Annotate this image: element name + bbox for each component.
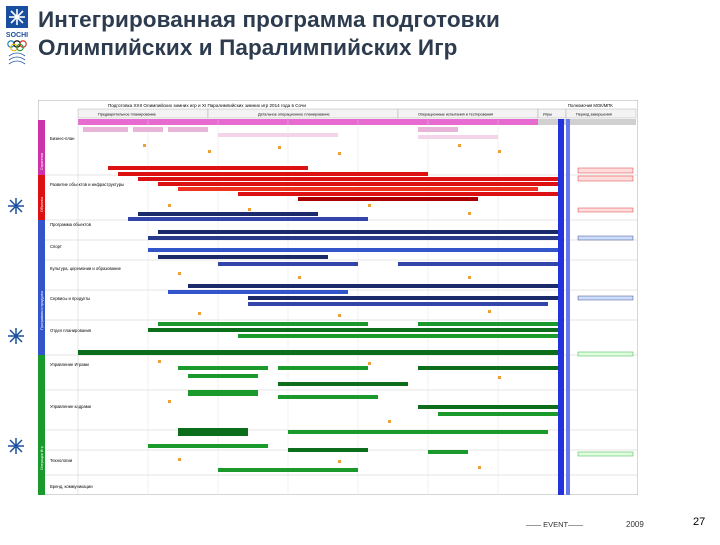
row-label: Сервисы и продукты <box>50 296 91 301</box>
slide-header <box>0 0 720 78</box>
row-label: Развитие объектов и инфраструктуры <box>50 182 125 187</box>
row-label: Управление Играми <box>50 362 89 367</box>
row-label: Программа объектов <box>50 222 91 227</box>
phase-label: Игры <box>543 112 552 117</box>
row-label: Бизнес-план <box>50 136 75 141</box>
title-line-1: Интегрированная программа подготовки <box>38 7 500 32</box>
page-number: 27 <box>693 516 706 528</box>
footer-event-label: —— EVENT—— <box>526 520 584 529</box>
phase-label: Операционные испытания и тестирования <box>418 112 494 117</box>
row-label: Спорт <box>50 244 62 249</box>
phase-label: Детальное операционное планирование <box>258 112 330 117</box>
group-label: Программы и продукты <box>40 290 44 330</box>
paralympic-column <box>566 119 570 495</box>
row-label: Технологии <box>50 458 73 463</box>
slide-title <box>38 6 708 62</box>
footer-year: 2009 <box>626 520 644 529</box>
phase-header-row <box>78 109 636 125</box>
group-label: Стратегия <box>40 152 44 170</box>
snowflake-icon <box>8 198 24 454</box>
group-label: Объекты <box>40 197 44 212</box>
phase-label: Период завершения <box>576 112 612 117</box>
chart-header-text: Подготовка XXII Олимпийских зимних игр и XI Паралимпийских зимних игр 2014 года в Сочи <box>108 103 306 108</box>
phase-label: Предварительное планирование <box>98 112 156 117</box>
games-column <box>558 119 564 495</box>
sochi-logo-icon <box>4 4 30 74</box>
row-label: Отдел планирования <box>50 328 92 333</box>
row-label: Управление кадрами <box>50 404 92 409</box>
group-bands <box>38 120 45 495</box>
logo-text: SOCHI <box>5 32 29 39</box>
row-label: Культура, церемонии и образование <box>50 266 121 271</box>
title-line-2: Олимпийских и Паралимпийских Игр <box>38 35 458 60</box>
group-label: Операции Игр <box>40 446 44 470</box>
integrated-program-gantt-chart <box>38 100 638 495</box>
row-label: Бренд, коммуникации <box>50 484 93 489</box>
chart-right-header: Полномочия МОК/МПК <box>568 103 613 108</box>
decorative-left-strip <box>0 78 32 540</box>
